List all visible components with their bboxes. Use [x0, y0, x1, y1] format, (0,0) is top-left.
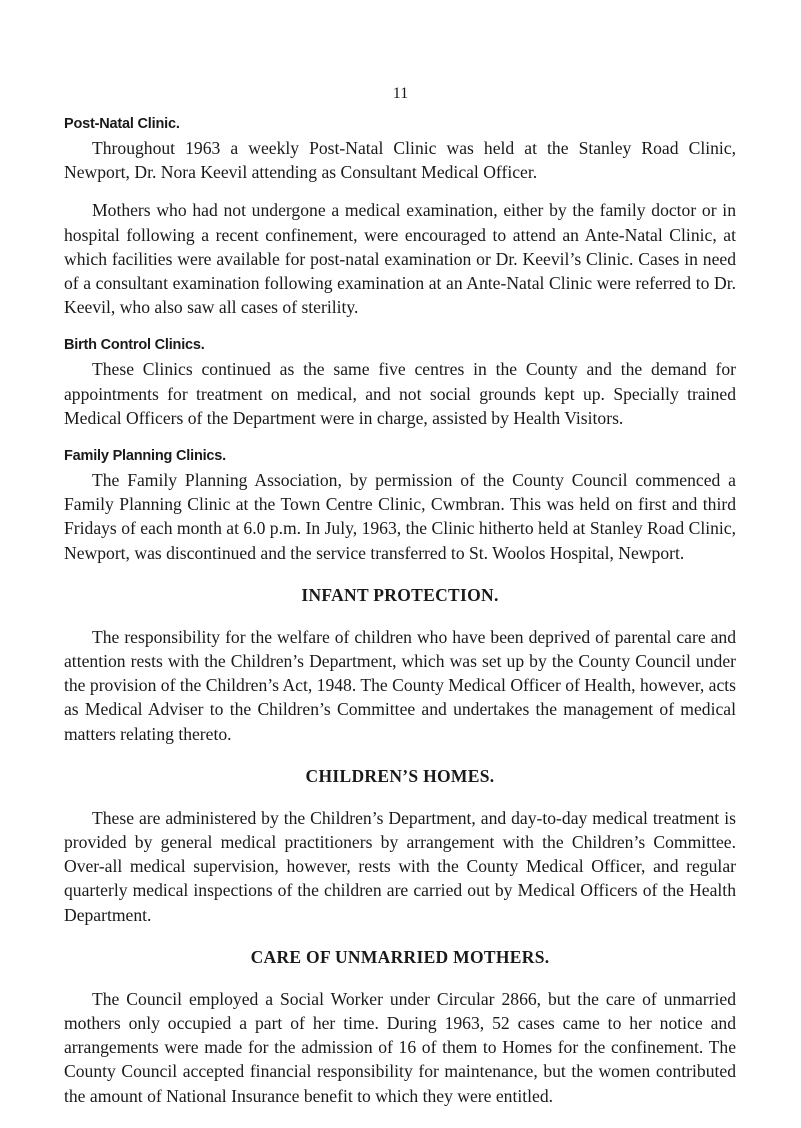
section-childrens-homes [64, 764, 736, 927]
paragraph: These Clinics continued as the same five centres in the County and the demand for appointments for treatment on medical, and not social grounds kept up. Specially trained Medical Officers of the Department were in charge, assisted by Health Visitors. [64, 359, 736, 428]
section-birth-control-clinics [64, 333, 736, 430]
section-infant-protection [64, 583, 736, 746]
section-care-of-unmarried-mothers [64, 945, 736, 1108]
paragraph: Mothers who had not undergone a medical examination, either by the family doctor or in hospital following a recent confinement, were encouraged to attend an Ante-Natal Clinic, at which facilities were available for post-natal examination or Dr. Keevil’s Clinic. Cases in need of a consultant examination following examination at an Ante-Natal Clinic were referred to Dr. Keevil, who also saw all cases of sterility. [64, 200, 736, 318]
section-heading: Post-Natal Clinic. [64, 116, 180, 132]
section-heading: CHILDREN’S HOMES. [305, 765, 495, 786]
document-body [64, 112, 736, 1108]
paragraph: These are administered by the Children’s Department, and day-to-day medical treatment is provided by general medical practitioners by arrangement with the Children’s Committee. Over-all medical supervision, however, rests with the County Medical Officer, and regular quarterly medical inspections of the children are carried out by Medical Officers of the Health Department. [64, 807, 736, 925]
page-number: 11 [392, 85, 409, 102]
section-family-planning-clinics [64, 444, 736, 565]
section-heading: Birth Control Clinics. [64, 337, 205, 354]
section-heading: Family Planning Clinics. [64, 448, 226, 465]
paragraph: Throughout 1963 a weekly Post-Natal Clinic was held at the Stanley Road Clinic, Newport, Dr. Nora Keevil attending as Consultant Medical Officer. [64, 138, 736, 183]
paragraph: The responsibility for the welfare of children who have been deprived of parental care and attention rests with the Children’s Department, which was set up by the County Council under the provision of the Children’s Act, 1948. The County Medical Officer of Health, however, acts as Medical Adviser to the Children’s Committee and undertakes the management of medical matters relating thereto. [64, 626, 736, 744]
paragraph: The Council employed a Social Worker under Circular 2866, but the care of unmarried mothers only occupied a part of her time. During 1963, 52 cases came to her notice and arrangements were made for the admission of 16 of them to Homes for the confinement. The County Council accepted financial responsibility for maintenance, but the women contributed the amount of National Insurance benefit to which they were entitled. [64, 988, 736, 1106]
section-heading: CARE OF UNMARRIED MOTHERS. [250, 946, 550, 967]
section-heading: INFANT PROTECTION. [301, 584, 499, 605]
section-post-natal-clinic [64, 112, 736, 319]
paragraph: The Family Planning Association, by permission of the County Council commenced a Family Planning Clinic at the Town Centre Clinic, Cwmbran. This was held on first and third Fridays of each month at 6.0 p.m. In July, 1963, the Clinic hitherto held at Stanley Road Clinic, Newport, was discontinued and the service transferred to St. Woolos Hospital, Newport. [64, 470, 736, 563]
